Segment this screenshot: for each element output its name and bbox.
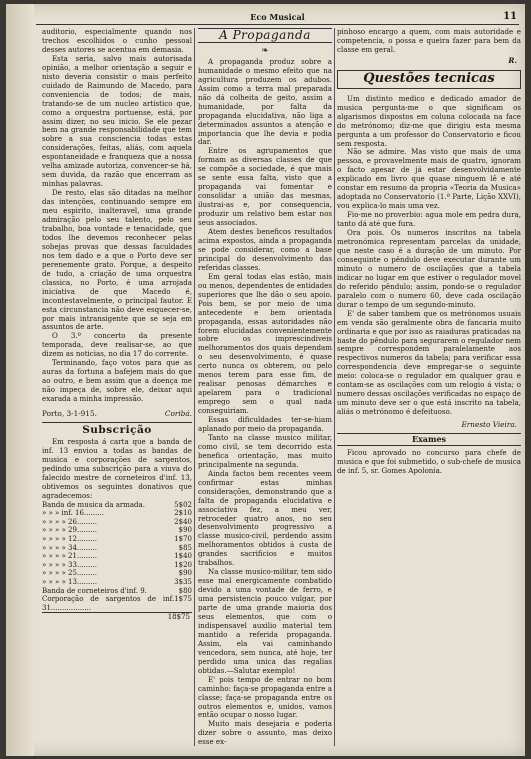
article-paragraph: A propaganda produz sobre a humanidade o mesmo efeito que na agricultura produzem os adubos. Assim como a terra mal preparada não dá colheita de geito, assim a humanidade, por falta da propaganda elucidativa, não liga a determinados assuntos a atenção e importancia que lhe devia e podia dar. (198, 56, 332, 147)
article-paragraph: Essas dificuldades ter-se-hiam aplanado por meio da propaganda. (198, 415, 332, 433)
publication-title: Eco Musical (250, 12, 305, 22)
article-body (337, 95, 521, 417)
donation-label: » » » » 26......... (42, 517, 97, 526)
donation-value: 1$20 (174, 560, 192, 569)
article-banner (337, 70, 521, 89)
donation-label: Banda de corneteiros d'inf. 9. (42, 586, 147, 595)
article-paragraph: Entre os agrupamentos que formam as diversas classes de que se compõe a sociedade, é que mais se sente essa falta, visto que a propaganda vai fomentar e consolidar a união das mesmas, ilustrai-as e, por consequencia, produzir um relativo bem estar nos seus associados. (198, 146, 332, 228)
article-title: Questões tecnicas (363, 70, 495, 86)
article-paragraph: Não se admire. Mas visto que mais de uma pessoa, e provavelmente mais de quatro, ignoram o facto apesar de já estar desenvolvidamente explicado em livro que quase ninguem lê e até constar em resumo da propria «Teoria da Musica» adoptada no Conservatorio (1.ª Parte, Lição XXVI), vou explica-lo mais uma vez. (337, 147, 521, 211)
newspaper-page (6, 4, 525, 756)
author-signature: Coribá. (164, 409, 192, 419)
article-paragraph: Fio-me no proverbio: agua mole em pedra dura, tanto dá até que fura. (337, 210, 521, 229)
donation-value: $80 (178, 586, 192, 595)
page-number: 11 (503, 11, 517, 22)
article-paragraph: E' de saber tambem que os metrónomos usuais em venda são geralmente obra de fancaria muito ordinaria e que por isso as raiaduras praticadas na haste do pêndulo para segurarem o regulador nem sempre correspondem paralelamente aos respectivos numeros da tabela; para verificar essa correspondencia deve empregar-se o seguinte meio: coloca-se o regulador em qualquer grau e contam-se as oscilações com um relogio á vista; o numero dessas oscilações verificadas no espaço de um minuto deve ser o que está inscrito na tabela, aliás o metrónomo é defeituoso. (337, 308, 521, 417)
donation-row (42, 518, 192, 527)
article-title: A Propaganda (219, 28, 311, 42)
donation-row (42, 569, 192, 578)
article-paragraph: Ficou aprovado no concurso para chefe de musica e que foi submetido, o sub-chefe de musica de inf. 5, sr. Gomes Apolonia. (337, 447, 521, 475)
donation-value: 2$40 (174, 517, 192, 526)
page-edge (6, 4, 34, 756)
section-heading: Subscrição (82, 423, 152, 436)
article-body (198, 58, 332, 747)
column-divider (194, 28, 195, 746)
column-right (337, 28, 521, 476)
donation-value: 1$70 (174, 534, 192, 543)
donation-total-row (42, 612, 192, 622)
page-header (36, 10, 519, 25)
column-middle (198, 28, 332, 747)
donation-label: » » » » 33......... (42, 560, 97, 569)
donation-label: Corporação de sargentos de inf. 31.................. (42, 595, 175, 612)
ornament-icon: ❧ (261, 45, 269, 56)
article-paragraph: Em resposta á carta que a banda de inf. 13 enviou a todas as bandas de musica e corporações de sargentos, pedindo uma subscrição para a viuva do falecido mestre de corneteiros d'inf. 13, obtivemos os seguintes donativos que agradecemos: (42, 436, 192, 500)
section-heading: Exames (337, 433, 521, 446)
donation-label: » » » » 12......... (42, 534, 97, 543)
article-paragraph: E' pois tempo de entrar no bom caminho: faça-se propaganda entre a classe; faça-se propaganda entre os outros elementos e, unidos, vamos então ocupar o nosso lugar. (198, 674, 332, 720)
article-paragraph: O 3.º concerto da presente temporada, deve realisar-se, ao que dizem as noticias, no dia 17 do corrente. (42, 331, 192, 359)
article-paragraph: Muito mais desejaria e poderia dizer sobre o assunto, mas deixo esse ex- (198, 719, 332, 747)
donation-value: 3$35 (174, 577, 192, 586)
donation-label: » » » inf. 16......... (42, 509, 104, 518)
dateline-place: Porto, 3-1-915. (42, 409, 97, 419)
divider (42, 422, 192, 423)
donation-label: » » » » 34......... (42, 543, 97, 552)
donation-row (42, 552, 192, 561)
article-paragraph: Atem destes beneficos resultados acima expostos, ainda a propaganda se pode considerar, como a base principal do desenvolvimento das referidas classes. (198, 227, 332, 272)
donation-label: Banda de musica da armada. (42, 500, 145, 509)
article-paragraph: Na classe musico-militar, tem sido esse mal energicamente combatido devido a uma vontade de ferro, e uma persistencia pouco vulgar, por parte de uma grande maioria dos seus elementos, que com o indispensavel auxilio material tem mantido a referida propaganda. Assim, ela vai caminhando vencedora, sem nunca, até hoje, ter perdido uma unica das regalias obtidas.—Salutar exemplo! (198, 567, 332, 675)
donation-label: » » » » 13......... (42, 577, 97, 586)
article-banner (198, 28, 332, 43)
column-left (42, 28, 192, 622)
donation-label: » » » » 29......... (42, 526, 97, 535)
donation-row (42, 587, 192, 596)
article-paragraph: De resto, elas são ditadas na melhor das intenções, continuando sempre em meu espirito, inalteravel, uma grande admiração pelo seu talento, pelo seu trabalho, boa vontade e tenacidade, que todos lhe devemos reconhecer pelas sobejas provas que dessas faculdades nos tem dado e a que o Porto deve ser perenemente grato. Porque, a despeito de tudo, a criação de uma orquestra classica, no Porto, é uma arrojada iniciativa de que Macedo é, incontestavelmente, o principal fautor. E esta circunstancia não deve esquecer-se, por mais intransigente que se seja em assuntos de arte. (42, 188, 192, 332)
donation-total: 18$75 (42, 612, 192, 622)
dateline (42, 410, 192, 419)
donation-value: $90 (178, 569, 192, 578)
article-paragraph: Tanto na classe musico militar, como civil, se tem decorrido esta benefica orientação, mas muito principalmente na segunda. (198, 432, 332, 469)
column-divider (334, 28, 335, 746)
article-paragraph: Ora pois. Os numeros inscritos na tabela metronómica representam parcelas da unidade, que neste caso é a duração de um minuto. Por consequinte o pêndulo deve executar durante um minuto o numero de oscilações que a tabela indicar no lugar em que estiver o regulador movel do referido pêndulo; assim, pondo-se o regulador paralelo com o numero 60, deve cada oscilação durar o tempo de um segundo-minuto. (337, 228, 521, 309)
author-initials: R. (508, 55, 517, 65)
donation-row (42, 561, 192, 570)
donation-row (42, 501, 192, 510)
article-paragraph: Um distinto medico e dedicado amador de musica pergunta-me o que significam os algarismos dispostos em coluna colocada na face do metrónomo; diz-me que dirigiu esta mesma pergunta a um professor do Conservatorio e ficou sem resposta. (337, 93, 521, 148)
author-signature: Ernesto Vieira. (461, 420, 517, 430)
donation-value: 5$02 (174, 500, 192, 509)
donation-value: 1$75 (174, 595, 192, 604)
article-paragraph: auditorio, especialmente quando nos trechos escolhidos o cunho pessoal desses autores se acentua em demasia. (42, 27, 192, 54)
article-paragraph: pinhoso encargo a quem, com mais autoridade e competencia, o possa e queira fazer para bem da classe em geral. (337, 27, 521, 54)
donation-row (42, 544, 192, 553)
donation-label: » » » » 21......... (42, 552, 97, 561)
donation-list (42, 501, 192, 613)
donation-row (42, 595, 192, 612)
donation-row (42, 509, 192, 518)
donation-value: 2$10 (174, 509, 192, 518)
article-paragraph: Esta seria, salvo mais autorisada opinião, a melhor orientação a seguir e nisto deveria consistir o mais perfeito cuidado de Raimundo de Macedo, para conveniencia de todos; de mais, tratando-se de um nucleo artistico que, como a orquestra portuense, está, por assim dizer, no seu inicio. Se ele pezar bem na grande responsabilidade que tem sobre a sua consciencia todas estas considerações, feitas, aliás, com aquela espontaneidade e franqueza que a nossa velha amizade autoriza, convencer-se há, sem duvida, da razão que encerram as minhas palavras. (42, 53, 192, 189)
donation-row (42, 535, 192, 544)
donation-row (42, 578, 192, 587)
donation-value: 1$40 (174, 552, 192, 561)
donation-row (42, 526, 192, 535)
donation-value: $90 (178, 526, 192, 535)
donation-label: » » » » 25......... (42, 569, 97, 578)
donation-value: $85 (178, 543, 192, 552)
article-paragraph: Terminando, faço votos para que as auras da fortuna a bafejem mais do que ao outro, e bem assim que a doença me não impeça de, sobre ele, deixar aqui exarada a minha impressão. (42, 358, 192, 404)
article-paragraph: Em geral todas elas estão, mais ou menos, dependentes de entidades superiores que lhe dão o seu apoio. Pois bem, se por meio de uma antecedente e bem orientada propaganda, essas autoridades não forem elucidadas convenientemente sobre os imprescindiveis melhoramentos dos quais dependam o seu desenvolvimento, é quase certo nunca os obterem, ou pelo menos terem para esse fim, de realisar penosas démarches e apelarem para o tradicional emprego sem o qual nada conseguiriam. (198, 271, 332, 416)
article-paragraph: Ainda factos bem recentes veem confirmar estas minhas considerações, demonstrando que a falta de propaganda elucidativa e associativa fez, a meu ver, retroceder quatro anos, no seu desenvolvimento progressivo a classe musico-civil, perdendo assim melhoramentos obtidos á custa de grandes sacrificios e muitos trabalhos. (198, 468, 332, 568)
